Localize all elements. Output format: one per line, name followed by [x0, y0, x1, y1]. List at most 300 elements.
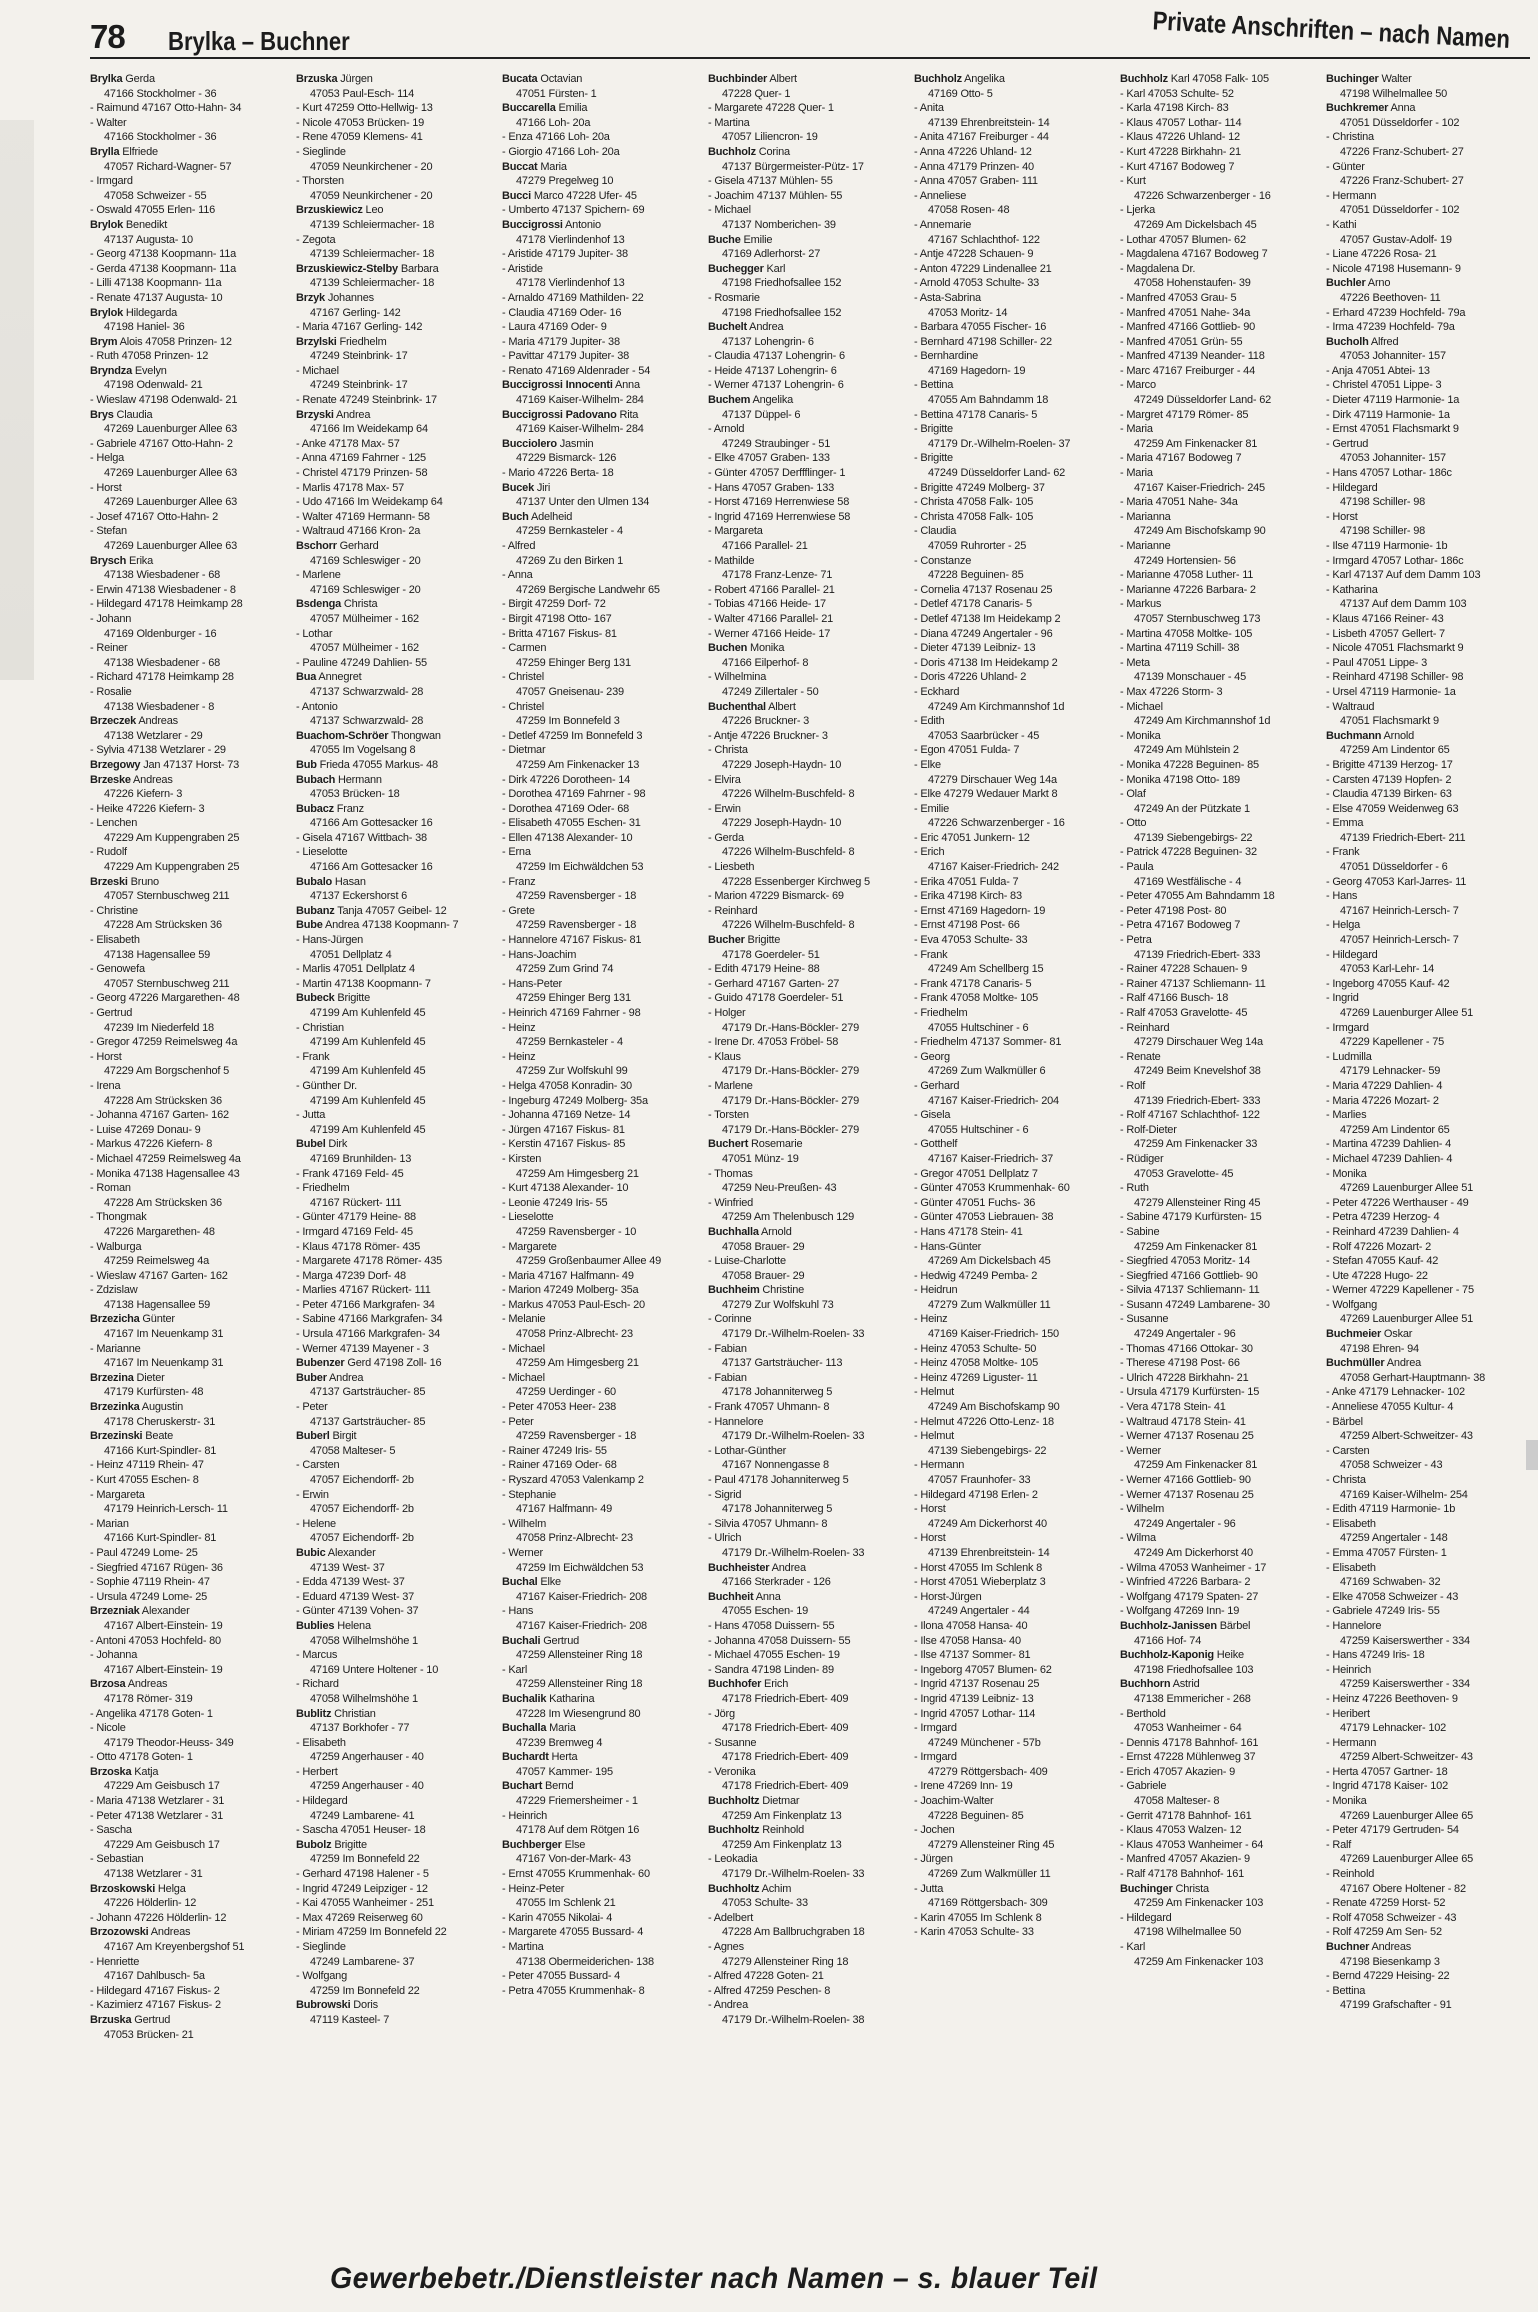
directory-entry: - Ruth	[1120, 1182, 1149, 1195]
directory-entry: 47279 Zur Wolfskuhl 73	[722, 1298, 834, 1311]
directory-entry: - Dieter 47119 Harmonie- 1a	[1326, 394, 1460, 407]
directory-entry: - Umberto 47137 Spichern- 69	[502, 204, 645, 217]
directory-entry: 47057 Mülheimer - 162	[310, 642, 419, 655]
directory-entry: - Helga	[1326, 919, 1361, 932]
directory-entry: 47259 Reimelsweg 4a	[104, 1255, 210, 1268]
directory-entry: 47119 Kasteel- 7	[310, 2013, 390, 2026]
directory-entry: - Waltraud 47166 Kron- 2a	[296, 525, 421, 538]
directory-entry: 47259 Ravensberger - 10	[516, 1225, 637, 1238]
directory-entry: - Wilhelm	[1120, 1503, 1165, 1516]
directory-entry: - Egon 47051 Fulda- 7	[914, 744, 1020, 757]
directory-entry: 47269 Lauenburger Allee 51	[1340, 1007, 1474, 1019]
directory-entry: 47057 Mülheimer - 162	[310, 612, 419, 625]
directory-entry: - Stefan	[90, 525, 127, 538]
entry-surname: Bubacz	[296, 802, 334, 815]
directory-entry: - Gerhard	[914, 1079, 960, 1092]
directory-entry: 47179 Kurfürsten- 48	[104, 1386, 204, 1399]
directory-entry: 47259 Ehinger Berg 131	[516, 656, 631, 669]
entry-detail: Andrea	[1384, 1357, 1422, 1370]
directory-entry: 47167 Gerling- 142	[310, 306, 401, 319]
directory-entry	[1326, 335, 1538, 350]
entry-surname: Brzeczek	[90, 715, 137, 728]
directory-entry: - Heinz 47269 Liguster- 11	[914, 1371, 1038, 1384]
directory-entry: 47269 Bergische Landwehr 65	[516, 583, 660, 596]
directory-entry: - Martina	[502, 1941, 544, 1953]
directory-entry: 47138 Wetzlarer - 29	[104, 729, 203, 742]
directory-entry: 47057 Eichendorff- 2b	[310, 1532, 414, 1545]
directory-entry: 47226 Franz-Schubert- 27	[1340, 175, 1464, 188]
directory-entry: - Helga 47058 Konradin- 30	[502, 1079, 632, 1092]
directory-entry: - Susann 47249 Lambarene- 30	[1120, 1298, 1270, 1311]
directory-entry: 47259 Zur Wolfskuhl 99	[516, 1065, 628, 1078]
directory-entry: - Rüdiger	[1120, 1152, 1164, 1165]
directory-entry: - Horst 47055 Im Schlenk 8	[914, 1561, 1043, 1574]
directory-entry: - Edda 47139 West- 37	[296, 1576, 405, 1589]
directory-entry: 47051 Dellplatz 4	[310, 948, 392, 961]
entry-detail: Jürgen	[337, 73, 373, 85]
directory-entry: - Heinrich 47169 Fahrner - 98	[502, 1007, 641, 1019]
entry-detail: Helena	[334, 1619, 371, 1632]
entry-surname: Buchholz	[914, 73, 962, 85]
directory-entry: 47138 Hagensallee 59	[104, 948, 211, 961]
directory-entry: 47179 Theodor-Heuss- 349	[104, 1736, 234, 1749]
entry-detail: Emilia	[555, 102, 588, 115]
directory-entry: - Irmgard 47057 Lothar- 186c	[1326, 554, 1464, 567]
directory-entry: 47259 Kaiserswerther - 334	[1340, 1634, 1470, 1647]
directory-entry: - Kirsten	[502, 1152, 542, 1165]
directory-entry: - Paula	[1120, 861, 1154, 874]
entry-surname: Brzezina	[90, 1371, 134, 1384]
directory-entry: - Sandra 47198 Linden- 89	[708, 1663, 834, 1676]
directory-entry: 47169 Kaiser-Wilhelm- 284	[516, 423, 644, 436]
directory-entry: - Renato 47169 Aldenrader - 54	[502, 364, 651, 377]
directory-entry: - Michael 47239 Dahlien- 4	[1326, 1152, 1453, 1165]
directory-entry: - Georg 47138 Koopmann- 11a	[90, 248, 237, 261]
directory-entry: - Cornelia 47137 Rosenau 25	[914, 583, 1053, 596]
entry-surname: Buchhorn	[1120, 1678, 1171, 1691]
directory-entry: 47226 Wilhelm-Buschfeld- 8	[722, 846, 855, 859]
directory-entry: 47226 Margarethen- 48	[104, 1225, 215, 1238]
directory-entry: 47167 Nonnengasse 8	[722, 1459, 829, 1472]
entry-surname: Brzuskiewicz	[296, 204, 363, 217]
directory-entry: - Enza 47166 Loh- 20a	[502, 131, 610, 144]
directory-entry: 47058 Rosen- 48	[928, 204, 1010, 217]
entry-detail: Alexander	[139, 1605, 190, 1618]
directory-entry: - Dieter 47139 Leibniz- 13	[914, 642, 1036, 655]
directory-entry: - Reinhard	[1120, 1021, 1170, 1034]
directory-entry: 47259 Bernkasteler - 4	[516, 1036, 623, 1049]
right-edge-tab	[1526, 1440, 1538, 1470]
entry-surname: Buccigrossi Padovano	[502, 408, 617, 421]
directory-entry: 47259 Großenbaumer Allee 49	[516, 1255, 662, 1268]
directory-entry: 47259 Ravensberger - 18	[516, 1430, 637, 1443]
directory-entry: 47166 Sterkrader - 126	[722, 1576, 831, 1589]
directory-entry: - Hans 47249 Iris- 18	[1326, 1649, 1425, 1662]
directory-entry: - Lothar	[296, 627, 333, 640]
directory-entry: - Antonio	[296, 700, 338, 713]
directory-entry: - Asta-Sabrina	[914, 291, 981, 304]
entry-surname: Brzezniak	[90, 1605, 140, 1618]
entry-detail: Elke	[537, 1576, 561, 1589]
directory-entry: - Petra 47239 Herzog- 4	[1326, 1211, 1440, 1224]
directory-entry: 47259 Am Finkenacker 81	[1134, 437, 1258, 450]
directory-entry: - Elisabeth	[1326, 1561, 1376, 1574]
directory-entry: - Hans-Günter	[914, 1240, 982, 1253]
directory-entry: - Antje 47228 Schauen- 9	[914, 248, 1034, 261]
directory-entry: - Gertrud	[90, 1007, 133, 1019]
directory-entry: - Otto	[1120, 817, 1147, 830]
directory-entry: - Ingrid	[1326, 992, 1359, 1005]
directory-entry: - Hans-Jürgen	[296, 934, 364, 947]
directory-entry: 47166 Hof- 74	[1134, 1634, 1202, 1647]
entry-surname: Bschorr	[296, 540, 337, 552]
entry-detail: Helga	[155, 1882, 186, 1895]
directory-entry: - Anna	[502, 569, 533, 582]
entry-surname: Buchheister	[708, 1561, 770, 1574]
directory-entry: 47137 Lohengrin- 6	[722, 335, 814, 348]
directory-entry: - Brigitte	[914, 452, 953, 465]
directory-entry: - Ernst 47228 Mühlenweg 37	[1120, 1751, 1256, 1764]
directory-entry: 47198 Haniel- 36	[104, 321, 185, 334]
directory-entry: - Horst	[1326, 510, 1358, 523]
directory-entry: - Erich 47057 Akazien- 9	[1120, 1765, 1236, 1778]
directory-entry: 47057 Sternbuschweg 173	[1134, 612, 1261, 625]
directory-entry: - Kai 47055 Wanheimer - 251	[296, 1897, 434, 1910]
directory-entry: 47166 Stockholmer - 36	[104, 131, 217, 144]
directory-entry: 47169 Schleswiger - 20	[310, 583, 421, 596]
directory-entry: - Sascha	[90, 1824, 132, 1837]
entry-detail: Christian	[331, 1707, 376, 1720]
directory-entry: 47226 Kiefern- 3	[104, 788, 183, 801]
directory-entry: - Lenchen	[90, 817, 138, 830]
directory-entry: 47259 Am Finkenacker 33	[1134, 1138, 1258, 1151]
directory-entry: 47249 Steinbrink- 17	[310, 379, 408, 392]
directory-entry: 47057 Eichendorff- 2b	[310, 1503, 414, 1516]
directory-entry: 47167 Heinrich-Lersch- 7	[1340, 904, 1459, 917]
directory-entry: - Monika 47228 Beguinen- 85	[1120, 758, 1259, 771]
directory-entry: - Anneliese	[914, 189, 967, 202]
directory-entry: 47249 Düsseldorfer Land- 62	[928, 467, 1066, 480]
directory-entry: 47259 Bernkasteler - 4	[516, 525, 623, 538]
entry-detail: Andreas	[136, 715, 178, 728]
directory-entry: 47249 Lambarene- 41	[310, 1809, 415, 1822]
directory-entry: 47169 Röttgersbach- 309	[928, 1897, 1048, 1910]
directory-entry: 47259 Am Finkenplatz 13	[722, 1838, 842, 1851]
directory-entry: - Marlies 47167 Rückert- 111	[296, 1284, 431, 1297]
directory-entry: 47259 Zum Grind 74	[516, 963, 614, 976]
directory-entry: - Heinz 47053 Schulte- 50	[914, 1342, 1037, 1355]
directory-entry: - Mario 47226 Berta- 18	[502, 467, 614, 480]
directory-entry: 47138 Wiesbadener - 8	[104, 700, 215, 713]
directory-entry: - Hermann	[1326, 1736, 1377, 1749]
directory-entry: - Anke 47178 Max- 57	[296, 437, 400, 450]
directory-entry: 47137 Bürgermeister-Pütz- 17	[722, 160, 864, 173]
directory-entry: - Elisabeth 47055 Eschen- 31	[502, 817, 641, 830]
directory-entry: 47179 Dr.-Wilhelm-Roelen- 37	[928, 437, 1071, 450]
directory-entry: - Pavittar 47179 Jupiter- 38	[502, 350, 630, 363]
entry-detail: Dieter	[133, 1371, 165, 1384]
entry-detail: Annegret	[316, 671, 362, 684]
directory-entry: - Günter 47139 Vohen- 37	[296, 1605, 419, 1618]
directory-entry: 47137 Gartsträucher- 113	[722, 1357, 843, 1370]
directory-entry: - Eric 47051 Junkern- 12	[914, 831, 1030, 844]
directory-entry: - Martina	[708, 116, 750, 129]
directory-entry: 47269 Lauenburger Allee 51	[1340, 1182, 1474, 1195]
directory-entry: 47228 Am Strücksken 36	[104, 919, 222, 932]
directory-entry: - Ursula 47166 Markgrafen- 34	[296, 1328, 440, 1341]
directory-entry: - Joachim-Walter	[914, 1795, 994, 1808]
directory-entry: - Robert 47166 Parallel- 21	[708, 583, 835, 596]
entry-detail: Augustin	[139, 1401, 184, 1414]
directory-entry: - Anneliese 47055 Kultur- 4	[1326, 1401, 1454, 1414]
directory-entry: 47137 Auf dem Damm 103	[1340, 598, 1467, 611]
entry-detail: Herta	[548, 1751, 578, 1764]
directory-entry: 47249 Angertaler - 96	[1134, 1328, 1236, 1341]
directory-entry: - Rolf-Dieter	[1120, 1123, 1177, 1136]
directory-entry: 47269 Am Dickelsbach 45	[928, 1255, 1051, 1268]
directory-entry: 47051 Münz- 19	[722, 1152, 799, 1165]
directory-entry: - Ralf 47178 Bahnhof- 161	[1120, 1868, 1245, 1881]
directory-entry: 47051 Düsseldorfer - 6	[1340, 861, 1448, 874]
directory-entry: 47139 Schleiermacher- 18	[310, 248, 435, 261]
directory-entry: - Manfred 47053 Grau- 5	[1120, 291, 1237, 304]
entry-surname: Bubolz	[296, 1838, 332, 1851]
directory-entry: 47269 Lauenburger Allee 65	[1340, 1809, 1474, 1822]
directory-entry: - Paul 47249 Lome- 25	[90, 1546, 198, 1559]
directory-entry: - Ingrid 47178 Kaiser- 102	[1326, 1780, 1448, 1793]
directory-entry: 47138 Hagensallee 59	[104, 1298, 211, 1311]
directory-entry: 47059 Neunkirchener - 20	[310, 160, 433, 173]
directory-entry: - Manfred 47051 Grün- 55	[1120, 335, 1243, 348]
directory-entry: - Horst 47051 Wieberplatz 3	[914, 1576, 1046, 1589]
directory-entry: 47229 Joseph-Haydn- 10	[722, 758, 842, 771]
directory-entry: 47249 Am Mühlstein 2	[1134, 744, 1239, 757]
directory-entry: 47055 Am Bahndamm 18	[928, 394, 1049, 407]
directory-entry: - Adelbert	[708, 1911, 754, 1924]
directory-entry: 47199 Am Kuhlenfeld 45	[310, 1123, 426, 1136]
directory-entry: - Johanna 47169 Netze- 14	[502, 1109, 631, 1122]
directory-entry: 47259 Allensteiner Ring 18	[516, 1649, 643, 1662]
directory-entry: 47229 Am Geisbusch 17	[104, 1780, 220, 1793]
directory-entry: - Hildegard	[1326, 481, 1378, 494]
directory-entry: - Mathilde	[708, 554, 755, 567]
directory-entry: - Michael 47259 Reimelsweg 4a	[90, 1152, 241, 1165]
entry-detail: Thongwan	[388, 729, 441, 742]
entry-detail: Rita	[616, 408, 639, 421]
directory-entry: - Margarete 47228 Quer- 1	[708, 102, 834, 115]
directory-entry: - Dirk 47119 Harmonie- 1a	[1326, 408, 1450, 421]
directory-entry: - Raimund 47167 Otto-Hahn- 34	[90, 102, 242, 115]
directory-entry: - Christel 47179 Prinzen- 58	[296, 467, 428, 480]
directory-entry: 47229 Bismarck- 126	[516, 452, 617, 465]
directory-entry: 47167 Albert-Einstein- 19	[104, 1619, 223, 1632]
entry-detail: Gertrud	[540, 1634, 580, 1647]
page-number: 78	[90, 18, 125, 55]
directory-entry: - Michael	[502, 1371, 545, 1384]
directory-entry: 47178 Franz-Lenze- 71	[722, 569, 833, 582]
entry-surname: Buchem	[708, 394, 751, 407]
directory-entry: - Alfred 47228 Goten- 21	[708, 1970, 824, 1983]
directory-entry: - Rolf	[1120, 1079, 1146, 1092]
directory-entry: 47228 Am Strücksken 36	[104, 1196, 222, 1209]
entry-surname: Brzoska	[90, 1765, 132, 1778]
directory-entry: 47137 Düppel- 6	[722, 408, 801, 421]
directory-entry: - Corinne	[708, 1313, 752, 1326]
directory-entry: 47259 Am Finkenacker 13	[516, 758, 640, 771]
directory-entry: - Helene	[296, 1517, 336, 1530]
directory-entry: - Michael	[1120, 700, 1163, 713]
directory-entry: 47139 Friedrich-Ebert- 333	[1134, 1094, 1261, 1107]
entry-surname: Bubeck	[296, 992, 335, 1005]
directory-entry: 47178 Friedrich-Ebert- 409	[722, 1751, 849, 1764]
directory-entry: - Heinz-Peter	[502, 1882, 565, 1895]
directory-entry: - Helmut 47226 Otto-Lenz- 18	[914, 1415, 1054, 1428]
entry-detail: Else	[561, 1838, 586, 1851]
directory-entry: 47199 Am Kuhlenfeld 45	[310, 1065, 426, 1078]
directory-entry: 47059 Ruhrorter - 25	[928, 540, 1027, 552]
entry-surname: Buchalik	[502, 1692, 547, 1705]
directory-entry: 47229 Kapellener - 75	[1340, 1036, 1445, 1049]
directory-entry: - Heinrich	[502, 1809, 548, 1822]
directory-entry: - Maria 47179 Jupiter- 38	[502, 335, 620, 348]
directory-entry: - Frank 47057 Uhmann- 8	[708, 1401, 830, 1414]
directory-entry: - Pauline 47249 Dahlien- 55	[296, 656, 427, 669]
directory-entry: - Ralf 47166 Busch- 18	[1120, 992, 1229, 1005]
directory-entry: 47226 Schwarzenberger - 16	[928, 817, 1065, 830]
directory-entry: - Johann 47226 Hölderlin- 12	[90, 1911, 227, 1924]
directory-entry: - Nicole 47198 Husemann- 9	[1326, 262, 1461, 275]
directory-entry: - Karl 47137 Auf dem Damm 103	[1326, 569, 1481, 582]
directory-entry: - Horst	[914, 1532, 946, 1545]
directory-entry: - Christa	[1326, 1474, 1366, 1486]
directory-entry: - Carsten 47139 Hopfen- 2	[1326, 773, 1452, 786]
directory-entry: 47057 Sternbuschweg 211	[104, 890, 230, 903]
directory-entry: 47178 Goerdeler- 51	[722, 948, 820, 961]
directory-entry: - Rosalie	[90, 685, 132, 698]
directory-entry: 47179 Dr.-Wilhelm-Roelen- 33	[722, 1546, 865, 1559]
directory-entry: - Hans	[502, 1605, 534, 1618]
directory-entry: - Manfred 47057 Akazien- 9	[1120, 1853, 1250, 1866]
directory-entry: - Maria	[1120, 423, 1153, 436]
directory-entry	[1326, 276, 1538, 291]
entry-surname: Bub	[296, 758, 317, 771]
directory-entry: - Antje 47226 Bruckner- 3	[708, 729, 828, 742]
directory-entry: - Vera 47178 Stein- 41	[1120, 1401, 1226, 1414]
entry-detail: Brigitte	[331, 1838, 367, 1851]
directory-entry: - Werner	[502, 1546, 543, 1559]
directory-entry: 47058 Brauer- 29	[722, 1240, 805, 1253]
entry-surname: Brym	[90, 335, 118, 348]
directory-entry: - Ilona 47058 Hansa- 40	[914, 1619, 1028, 1632]
directory-entry: - Brigitte 47139 Herzog- 17	[1326, 758, 1453, 771]
directory-entry: - Renate 47259 Horst- 52	[1326, 1897, 1446, 1910]
directory-entry: - Max 47226 Storm- 3	[1120, 685, 1223, 698]
directory-entry: - Michael 47055 Eschen- 19	[708, 1649, 840, 1662]
directory-entry: - Reinhold	[1326, 1868, 1375, 1881]
directory-entry: - Hildegard 47178 Heimkamp 28	[90, 598, 243, 611]
entry-surname: Brzezicha	[90, 1313, 140, 1326]
entry-detail: Oskar	[1381, 1328, 1413, 1341]
directory-entry: 47178 Auf dem Rötgen 16	[516, 1824, 640, 1837]
directory-entry: - Gregor 47051 Dellplatz 7	[914, 1167, 1038, 1180]
directory-entry: 47178 Friedrich-Ebert- 409	[722, 1692, 849, 1705]
directory-entry: - Günter 47057 Derffflinger- 1	[708, 467, 846, 480]
directory-entry: - Erika 47198 Kirch- 83	[914, 890, 1022, 903]
directory-entry: - Kurt 47228 Birkhahn- 21	[1120, 145, 1241, 158]
directory-entry: 47167 Kaiser-Friedrich- 208	[516, 1590, 647, 1603]
entry-detail: Erich	[761, 1678, 789, 1691]
directory-entry: - Irena	[90, 1079, 121, 1092]
directory-entry: 47198 Wilhelmallee 50	[1340, 87, 1448, 100]
directory-entry: 47259 Ravensberger - 18	[516, 919, 637, 932]
entry-detail: Karl 47058 Falk- 105	[1167, 73, 1269, 85]
directory-entry: 47229 Am Borgschenhof 5	[104, 1065, 230, 1078]
directory-entry: 47259 Am Finkenplatz 13	[722, 1809, 842, 1822]
directory-entry: 47179 Dr.-Hans-Böckler- 279	[722, 1021, 860, 1034]
entry-detail: Bernd	[542, 1780, 574, 1793]
entry-detail: Albert	[765, 700, 796, 713]
directory-entry: 47179 Lehnacker- 59	[1340, 1065, 1441, 1078]
directory-entry: - Guido 47178 Goerdeler- 51	[708, 992, 844, 1005]
directory-entry: - Hildegard 47198 Erlen- 2	[914, 1488, 1038, 1501]
entry-detail: Hasan	[332, 875, 366, 888]
entry-surname: Bsdenga	[296, 598, 342, 611]
directory-entry: - Arnaldo 47169 Mathilden- 22	[502, 291, 644, 304]
directory-entry: 47279 Allensteiner Ring 18	[722, 1955, 849, 1968]
directory-entry: - Eckhard	[914, 685, 960, 698]
directory-entry: 47166 Im Weidekamp 64	[310, 423, 428, 436]
directory-entry: 47055 Hultschiner - 6	[928, 1021, 1029, 1034]
entry-surname: Buchholz	[1120, 73, 1168, 85]
entry-detail: Tanja 47057 Geibel- 12	[334, 904, 447, 917]
directory-entry: - Jutta	[914, 1882, 944, 1895]
entry-surname: Buchbinder	[708, 73, 768, 85]
directory-entry: - Karla 47198 Kirch- 83	[1120, 102, 1229, 115]
directory-entry: - Horst-Jürgen	[914, 1590, 982, 1603]
directory-entry: - Ulrich	[708, 1532, 742, 1545]
directory-entry: - Maria 47167 Halfmann- 49	[502, 1269, 634, 1282]
entry-surname: Bryndza	[90, 364, 132, 377]
directory-entry: - Kerstin 47167 Fiskus- 85	[502, 1138, 626, 1151]
directory-entry: - Ursula 47179 Kurfürsten- 15	[1120, 1386, 1260, 1399]
directory-entry: - Kurt 47259 Otto-Hellwig- 13	[296, 102, 433, 115]
directory-entry: 47228 Essenberger Kirchweg 5	[722, 875, 870, 888]
entry-surname: Buccat	[502, 160, 538, 173]
entry-detail: Walter	[1378, 73, 1412, 85]
directory-entry: 47051 Fürsten- 1	[516, 87, 597, 100]
directory-entry: - Horst	[90, 1050, 122, 1063]
directory-entry: 47226 Franz-Schubert- 27	[1340, 145, 1464, 158]
directory-entry: - Peter 47226 Werthauser - 49	[1326, 1196, 1469, 1209]
directory-entry: - Waltraud 47178 Stein- 41	[1120, 1415, 1246, 1428]
directory-entry: - Bettina	[1326, 1984, 1366, 1997]
directory-entry: 47055 Im Vogelsang 8	[310, 744, 416, 757]
entry-detail: Elfriede	[119, 145, 158, 158]
directory-entry: - Martina 47119 Schill- 38	[1120, 642, 1240, 655]
directory-entry: 47226 Bruckner- 3	[722, 715, 810, 728]
directory-entry: 47057 Sternbuschweg 211	[104, 977, 230, 990]
directory-entry: 47058 Wilhelmshöhe 1	[310, 1692, 418, 1705]
directory-entry: - Günter 47179 Heine- 88	[296, 1211, 416, 1224]
directory-entry: - Irene 47269 Inn- 19	[914, 1780, 1013, 1793]
directory-entry: - Margareta	[708, 525, 763, 538]
directory-entry: - Ernst 47055 Krummenhak- 60	[502, 1868, 650, 1881]
entry-detail: Andreas	[130, 773, 173, 786]
entry-surname: Buchheim	[708, 1284, 760, 1297]
directory-entry: - Helmut	[914, 1386, 954, 1399]
directory-entry: - Georg 47226 Margarethen- 48	[90, 992, 240, 1005]
directory-entry: - Claudia 47137 Lohengrin- 6	[708, 350, 845, 363]
